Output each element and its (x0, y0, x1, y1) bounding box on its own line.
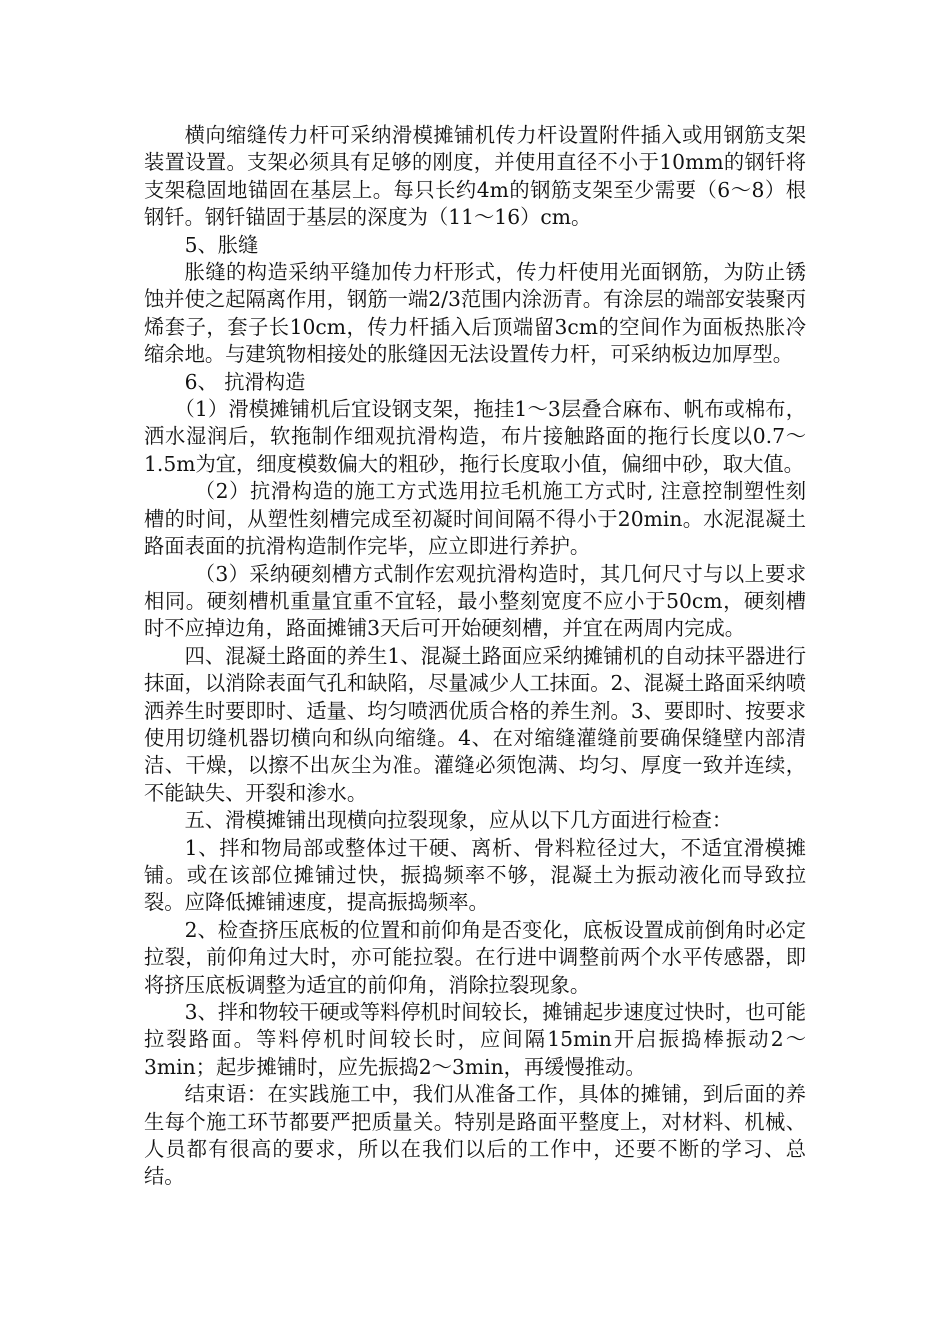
paragraph-conclusion: 结束语：在实践施工中，我们从准备工作，具体的摊铺，到后面的养生每个施工环节都要严把质量关。特别是路面平整度上，对材料、机械、人员都有很高的要求，所以在我们以后的工作中，还要不断的学习、总结。 (144, 1082, 806, 1189)
paragraph-curing: 四、混凝土路面的养生1、混凝土路面应采纳摊铺机的自动抹平器进行抹面，以消除表面气孔和缺陷，尽量减少人工抹面。2、混凝土路面采纳喷洒养生时要即时、适量、均匀喷洒优质合格的养生剂。3、要即时、按要求使用切缝机器切横向和纵向缩缝。4、在对缩缝灌缝前要确保缝壁内部清洁、干燥，以擦不出灰尘为准。灌缝必须饱满、均匀、厚度一致并连续，不能缺失、开裂和渗水。 (144, 643, 806, 805)
heading-anti-skid: 6、 抗滑构造 (184, 369, 306, 394)
paragraph-anti-skid-1: （1）滑模摊铺机后宜设钢支架，拖挂1～3层叠合麻布、帆布或棉布，洒水湿润后，软拖制作细观抗滑构造，布片接触路面的拖行长度以0.7～1.5m为宜，细度模数偏大的粗砂，拖行长度取小值，偏细中砂，取大值。 (144, 397, 806, 476)
heading-expansion-joint: 5、胀缝 (184, 232, 259, 257)
paragraph-dowel-bar-support: 横向缩缝传力杆可采纳滑模摊铺机传力杆设置附件插入或用钢筋支架装置设置。支架必须具有足够的刚度，并使用直径不小于10mm的钢钎将支架稳固地锚固在基层上。每只长约4m的钢筋支架至少需要（6～8）根钢钎。钢钎锚固于基层的深度为（11～16）cm。 (144, 123, 806, 230)
paragraph-cracking-1: 1、拌和物局部或整体过干硬、离析、骨料粒径过大，不适宜滑模摊铺。或在该部位摊铺过快，振捣频率不够，混凝土为振动液化而导致拉裂。应降低摊铺速度，提高振捣频率。 (144, 835, 806, 915)
paragraph-cracking-2: 2、检查挤压底板的位置和前仰角是否变化，底板设置成前倒角时必定拉裂，前仰角过大时，亦可能拉裂。在行进中调整前两个水平传感器，即将挤压底板调整为适宜的前仰角，消除拉裂现象。 (144, 917, 806, 997)
paragraph-cracking-intro: 五、滑模摊铺出现横向拉裂现象，应从以下几方面进行检查： (184, 808, 733, 833)
paragraph-anti-skid-3: （3）采纳硬刻槽方式制作宏观抗滑构造时，其几何尺寸与以上要求相同。硬刻槽机重量宜重不宜轻，最小整刻宽度不应小于50cm，硬刻槽时不应掉边角，路面摊铺3天后可开始硬刻槽，并宜在两周内完成。 (144, 561, 806, 641)
document-body (144, 122, 806, 1191)
paragraph-cracking-3: 3、拌和物较干硬或等料停机时间较长，摊铺起步速度过快时，也可能拉裂路面。等料停机时间较长时，应间隔15min开启振捣棒振动2～3min；起步摊铺时，应先振捣2～3min，再缓慢推动。 (144, 1000, 806, 1079)
paragraph-anti-skid-2: （2）抗滑构造的施工方式选用拉毛机施工方式时, 注意控制塑性刻槽的时间，从塑性刻槽完成至初凝时间间隔不得小于20min。水泥混凝土路面表面的抗滑构造制作完毕，应立即进行养护。 (144, 479, 806, 559)
paragraph-expansion-joint: 胀缝的构造采纳平缝加传力杆形式，传力杆使用光面钢筋，为防止锈蚀并使之起隔离作用，钢筋一端2/3范围内涂沥青。有涂层的端部安装聚丙烯套子，套子长10cm，传力杆插入后顶端留3cm的空间作为面板热胀冷缩余地。与建筑物相接处的胀缝因无法设置传力杆，可采纳板边加厚型。 (144, 260, 806, 367)
